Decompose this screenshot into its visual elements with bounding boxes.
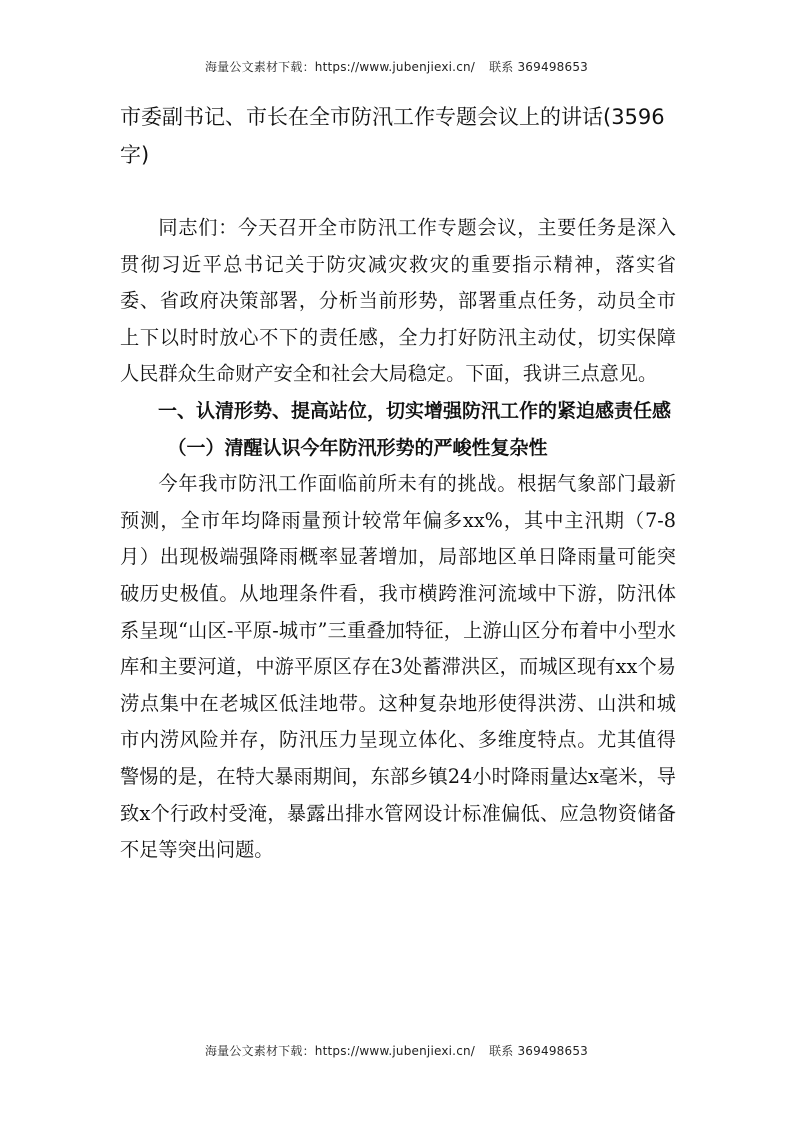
header-contact: 联系 369498653	[489, 60, 588, 74]
page-header	[0, 58, 793, 75]
footer-download-label: 海量公文素材下载：	[204, 1044, 315, 1058]
footer-contact: 联系 369498653	[489, 1044, 588, 1058]
document-body	[120, 210, 676, 869]
section-heading-1: 一、认清形势、提高站位，切实增强防汛工作的紧迫感责任感	[158, 399, 672, 422]
body-paragraph: 今年我市防汛工作面临前所未有的挑战。根据气象部门最新预测，全市年均降雨量预计较常年偏多xx%，其中主汛期（7-8月）出现极端强降雨概率显著增加，局部地区单日降雨量可能突破历史极值。从地理条件看，我市横跨淮河流域中下游，防汛体系呈现“山区-平原-城市”三重叠加特征，上游山区分布着中小型水库和主要河道，中游平原区存在3处蓄滞洪区，而城区现有xx个易涝点集中在老城区低洼地带。这种复杂地形使得洪涝、山洪和城市内涝风险并存，防汛压力呈现立体化、多维度特点。尤其值得警惕的是，在特大暴雨期间，东部乡镇24小时降雨量达x毫米，导致x个行政村受淹，暴露出排水管网设计标准偏低、应急物资储备不足等突出问题。	[120, 472, 676, 862]
header-url-link[interactable]: https://www.jubenjiexi.cn/	[314, 60, 476, 74]
intro-paragraph: 同志们：今天召开全市防汛工作专题会议，主要任务是深入贯彻习近平总书记关于防灾减灾救灾的重要指示精神，落实省委、省政府决策部署，分析当前形势，部署重点任务，动员全市上下以时时放心不下的责任感，全力打好防汛主动仗，切实保障人民群众生命财产安全和社会大局稳定。下面，我讲三点意见。	[120, 216, 676, 386]
footer-url-link[interactable]: https://www.jubenjiexi.cn/	[314, 1044, 476, 1058]
document-title: 市委副书记、市长在全市防汛工作专题会议上的讲话(3596字)	[120, 105, 665, 167]
header-download-label: 海量公文素材下载：	[204, 60, 315, 74]
subsection-heading-1: （一）清醒认识今年防汛形势的严峻性复杂性	[167, 436, 548, 459]
page-footer	[0, 1042, 793, 1059]
